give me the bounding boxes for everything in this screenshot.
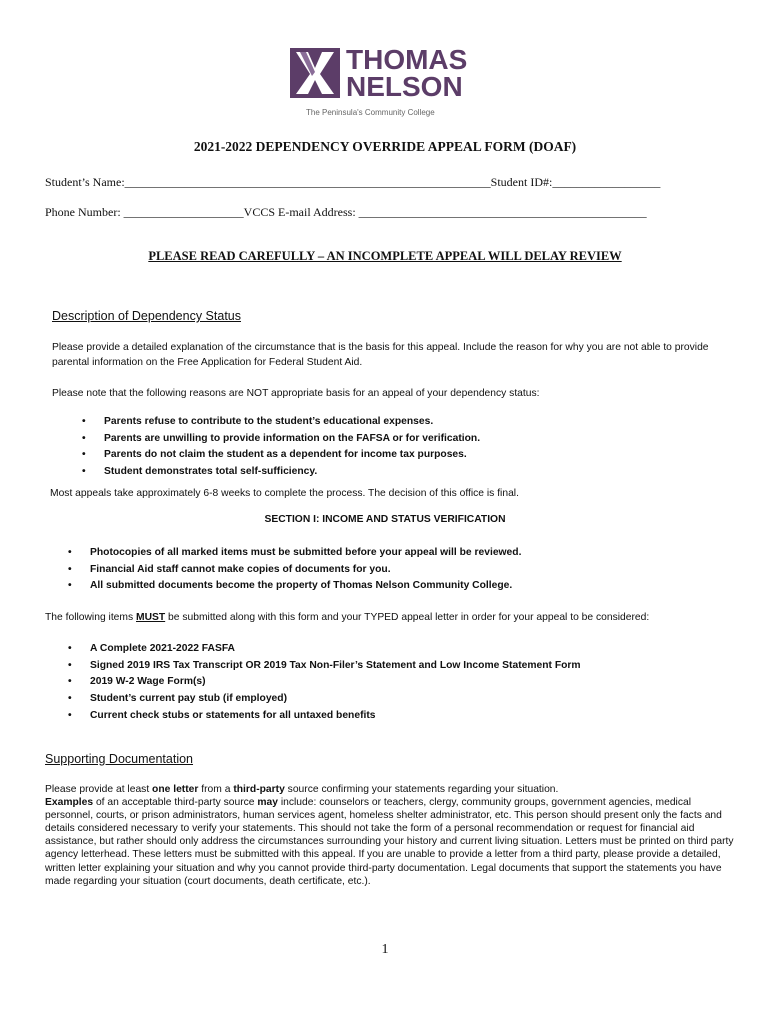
text-run: include: counselors or teachers, clergy, community groups, government agencies, medical personnel, courts, or prison administrators, human services agent, homeless shelter administrator, etc. This person should present only the facts and details considered necessary to verify your statements. This should not take the form of a personal recommendation or request for financial aid assistance, but rather should only address the circumstances surrounding your history and current living situation. Letters must be printed on third party agency letterhead. These letters must be submitted with this appeal. If you are unable to provide a letter from a third party, please provide a detailed, written letter explaining your situation and why you cannot provide third-party documentation. Legal documents that support the statements you have made regarding your situation (court documents, death certificate, etc.). (45, 797, 734, 887)
logo-word-thomas: THOMAS (346, 44, 468, 75)
list-item: • Signed 2019 IRS Tax Transcript OR 2019 Tax Non-Filer’s Statement and Low Income Statement Form (68, 658, 728, 675)
form-title: 2021-2022 DEPENDENCY OVERRIDE APPEAL FORM (DOAF) (193, 139, 577, 154)
list-item: • Parents do not claim the student as a dependent for income tax purposes. (82, 447, 702, 464)
description-heading: Description of Dependency Status (52, 309, 241, 323)
phone-email-line: Phone Number: ____________________VCCS E-mail Address: ________________________________________________ (45, 205, 647, 219)
bold-run: Examples (45, 797, 94, 809)
bold-run: may (257, 797, 278, 809)
list-item: • Parents are unwilling to provide information on the FAFSA or for verification. (82, 431, 702, 448)
supporting-documentation-paragraph (45, 783, 735, 888)
must-text-pre: The following items (45, 612, 136, 623)
section-1-heading: SECTION I: INCOME AND STATUS VERIFICATION (264, 514, 506, 525)
list-item: • All submitted documents become the property of Thomas Nelson Community College. (68, 578, 708, 595)
list-item: • 2019 W-2 Wage Form(s) (68, 674, 728, 691)
supporting-documentation-heading: Supporting Documentation (45, 752, 194, 766)
list-item: • Financial Aid staff cannot make copies of documents for you. (68, 562, 708, 579)
section-1-notes-list (68, 545, 708, 595)
text-run: from a (198, 784, 234, 795)
bold-run: third-party (233, 784, 285, 795)
list-item: • Student demonstrates total self-sufficiency. (82, 464, 702, 481)
text-run: Please provide at least (45, 784, 153, 795)
must-emphasis: MUST (136, 612, 166, 623)
page-number: 1 (381, 942, 389, 957)
list-item: • Photocopies of all marked items must be submitted before your appeal will be reviewed. (68, 545, 708, 562)
list-item: • Current check stubs or statements for all untaxed benefits (68, 708, 728, 725)
text-run: source confirming your statements regarding your situation. (284, 784, 559, 795)
description-paragraph: Please provide a detailed explanation of the circumstance that is the basis for this appeal. Include the reason for why you are not able to provide parental information on the Free Application for Federal Student Aid. (52, 342, 709, 368)
required-items-list (68, 641, 728, 725)
text-run: of an acceptable third-party source (93, 797, 258, 809)
must-submit-note (45, 610, 745, 625)
thomas-nelson-logo-mark-icon (290, 48, 340, 98)
incomplete-appeal-warning (0, 249, 770, 264)
list-item: • Student’s current pay stub (if employed) (68, 691, 728, 708)
logo-tagline: The Peninsula's Community College (306, 108, 435, 117)
college-logo (290, 44, 490, 120)
warning-text: PLEASE READ CAREFULLY – AN INCOMPLETE APPEAL WILL DELAY REVIEW (148, 249, 622, 263)
bold-run: one letter (152, 784, 199, 795)
logo-word-nelson: NELSON (346, 71, 463, 102)
processing-time-note: Most appeals take approximately 6-8 weeks to complete the process. The decision of this office is final. (50, 488, 519, 499)
list-item: • A Complete 2021-2022 FASFA (68, 641, 728, 658)
student-name-id-line: Student’s Name:_____________________________________________________________Student ID#:__________________ (45, 175, 661, 189)
not-appropriate-note: Please note that the following reasons are NOT appropriate basis for an appeal of your dependency status: (52, 388, 540, 399)
list-item: • Parents refuse to contribute to the student’s educational expenses. (82, 414, 702, 431)
must-text-post: be submitted along with this form and your TYPED appeal letter in order for your appeal to be considered: (165, 612, 650, 623)
not-appropriate-reasons-list (82, 414, 702, 481)
